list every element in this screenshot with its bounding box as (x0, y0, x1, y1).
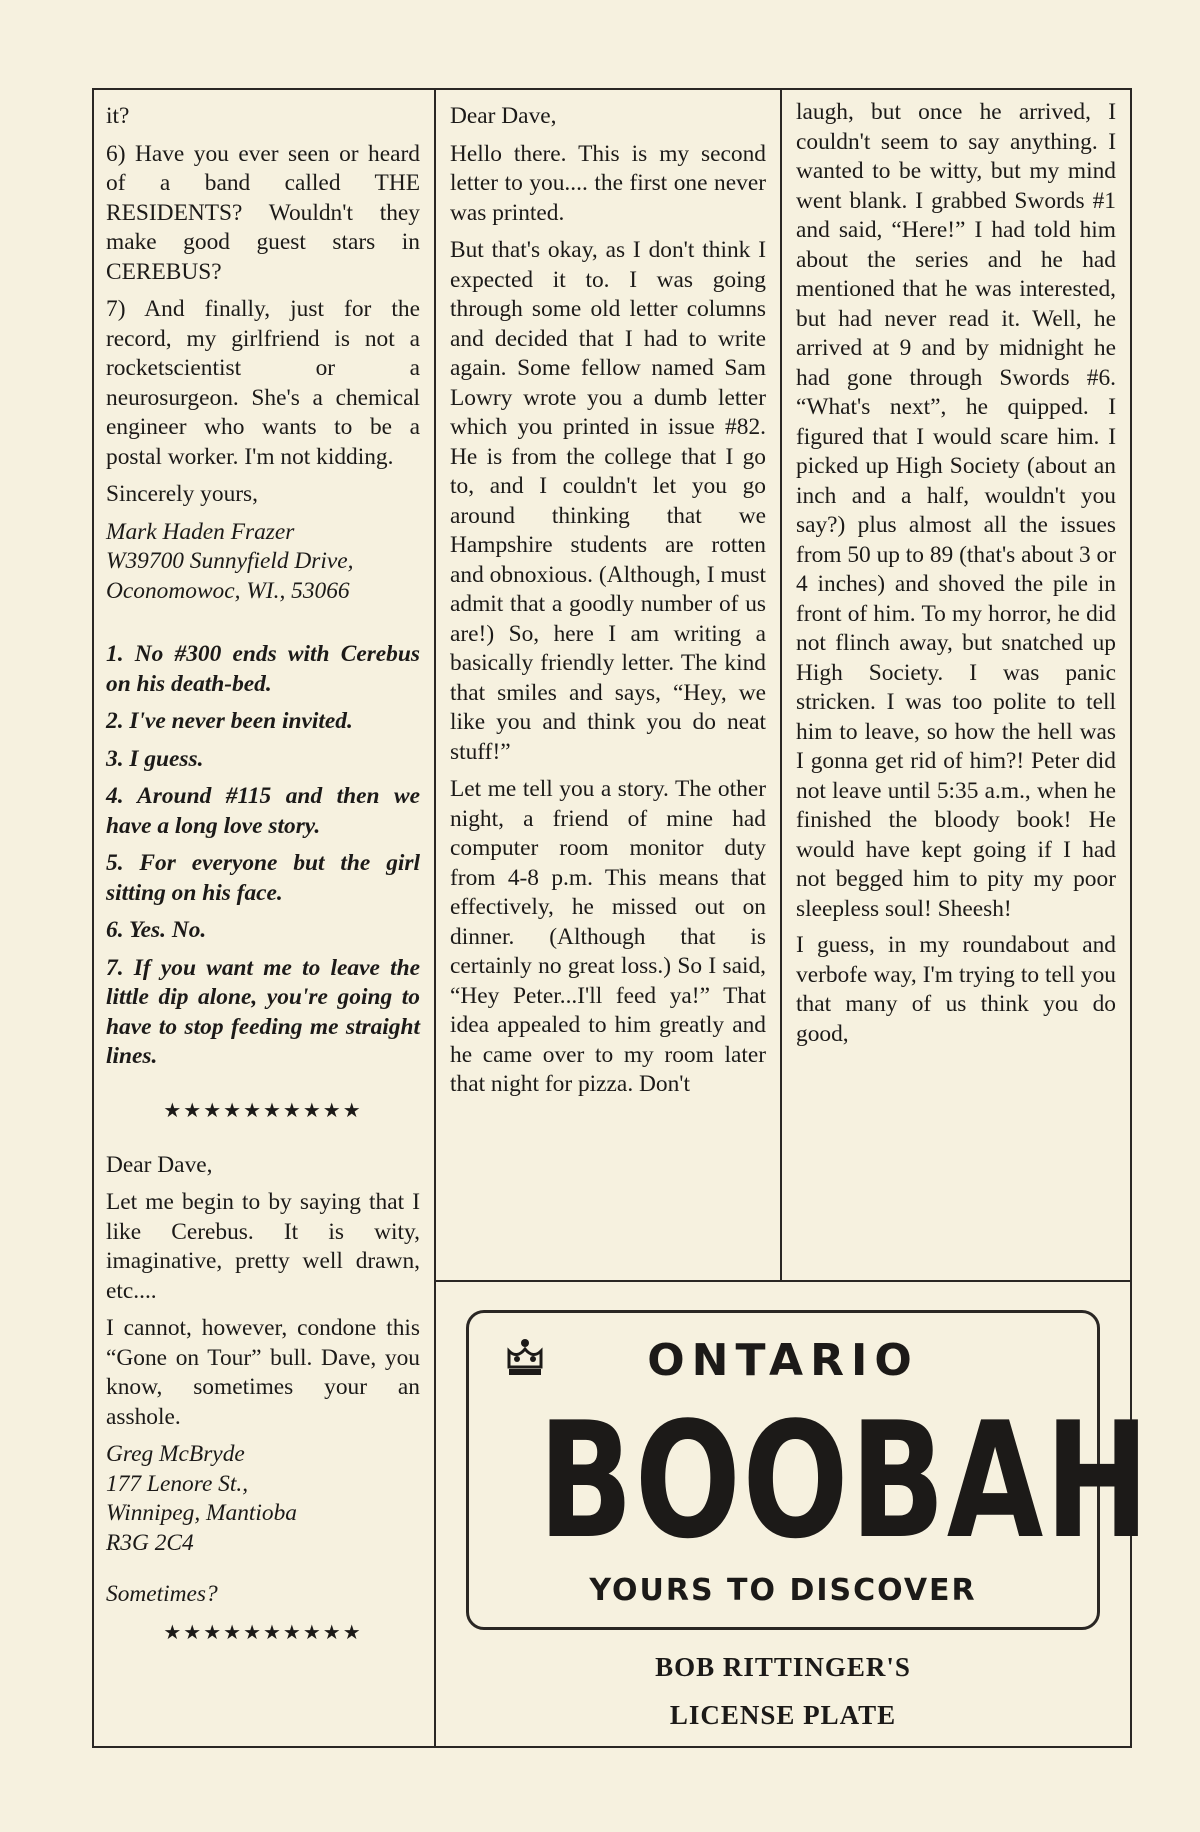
letter2-signature (106, 1440, 420, 1558)
column-right (782, 90, 1130, 1282)
signature-city: Winnipeg, Mantioba (106, 1500, 298, 1526)
letter3-paragraph-4: laugh, but once he arrived, I couldn't seem to say anything. I wanted to be witty, but my mind went blank. I grabbed Swords #1 and said, “Here!” I had told him about the series and he had mentioned that he was interested, but had never read it. Well, he arrived at 9 and by midnight he had gone through Swords #6. “What's next”, he quipped. I figured that I would scare him. I picked up High Society (about an inch and a half, wouldn't you say?) plus almost all the issues from 50 up to 89 (that's about 3 or 4 inches) and shoved the pile in front of him. To my horror, he did not flinch away, but snatched up High Society. I was panic stricken. I was too polite to tell him to leave, so how the hell was I gonna get rid of him?! Peter did not leave until 5:35 a.m., when he finished the bloody book! He would have kept going if I had not begged him to pity my poor sleepless soul! Sheesh! (796, 99, 1116, 922)
answer-4: 4. Around #115 and then we have a long love story. (106, 783, 420, 839)
signature-name: Greg McBryde (106, 1441, 245, 1467)
signature-postcode: R3G 2C4 (106, 1529, 194, 1556)
signature-city: Oconomowoc, WI., 53066 (106, 577, 350, 604)
letter3-paragraph-2: But that's okay, as I don't think I expected it to. I was going through some old letter columns and decided that I had to write again. Some fellow named Sam Lowry wrote you a dumb letter which you printed in issue #82. He is from the college that I go to, and I couldn't let you go around thinking that we Hampshire students are rotten and obnoxious. (Although, I must admit that a goodly number of us are!) So, here I am writing a basically friendly letter. The kind that smiles and says, “Hey, we like you and think you do neat stuff!” (450, 237, 766, 765)
letter3-paragraph-3: Let me tell you a story. The other night, a friend of mine had computer room monitor duty from 4-8 p.m. This means that effectively, he missed out on dinner. (Although that is certainly no great loss.) So I said, “Hey Peter...I'll feed ya!” That idea appealed to him greatly and he came over to my room later that night for pizza. Don't (450, 776, 766, 1097)
letter3-salutation: Dear Dave, (450, 103, 557, 129)
plate-caption-line-2: LICENSE PLATE (669, 1700, 897, 1730)
star-divider: ★★★★★★★★★★ (163, 1621, 363, 1644)
answer-1: 1. No #300 ends with Cerebus on his death-bed. (106, 641, 420, 697)
license-plate-panel (436, 1280, 1151, 1746)
answer-6: 6. Yes. No. (106, 917, 207, 943)
plate-number: BOOBAH (538, 1387, 1151, 1574)
license-plate (466, 1310, 1151, 1630)
question-7: 7) And finally, just for the record, my girlfriend is not a rocketscientist or a neurosurgeon. She's a chemical engineer who wants to be a postal worker. I'm not kidding. (106, 296, 420, 470)
answer-5: 5. For everyone but the girl sitting on his face. (106, 850, 420, 906)
letter-signature (106, 518, 420, 607)
letter-fragment: it? (106, 103, 130, 129)
answer-3: 3. I guess. (106, 745, 204, 772)
plate-slogan: YOURS TO DISCOVER (589, 1573, 977, 1608)
answer-2: 2. I've never been invited. (106, 708, 353, 734)
letter-closing: Sincerely yours, (106, 481, 259, 507)
star-divider: ★★★★★★★★★★ (163, 1099, 363, 1122)
editor-reply: Sometimes? (106, 1581, 218, 1607)
letters-page-frame (92, 88, 1151, 1748)
letter2-paragraph-1: Let me begin to by saying that I like Cerebus. It is wity, imaginative, pretty well drawn, etc.... (106, 1189, 420, 1304)
signature-address: W39700 Sunnyfield Drive, (106, 548, 354, 574)
letter2-paragraph-2: I cannot, however, condone this “Gone on Tour” bull. Dave, you know, sometimes your an asshole. (106, 1315, 420, 1430)
question-6: 6) Have you ever seen or heard of a band called THE RESIDENTS? Wouldn't they make good guest stars in CEREBUS? (106, 140, 420, 285)
signature-name: Mark Haden Frazer (106, 518, 295, 545)
letter2-salutation: Dear Dave, (106, 1151, 213, 1178)
letter3-paragraph-1: Hello there. This is my second letter to you.... the first one never was printed. (450, 140, 766, 226)
plate-province: ONTARIO (647, 1335, 919, 1386)
plate-caption-line-1: BOB RITTINGER'S (655, 1652, 911, 1682)
signature-street: 177 Lenore St., (106, 1470, 249, 1497)
column-middle (436, 90, 782, 1282)
answer-7: 7. If you want me to leave the little dip alone, you're going to have to stop feeding me straight lines. (106, 954, 420, 1069)
column-left (94, 90, 436, 1746)
letter3-paragraph-5: I guess, in my roundabout and verbofe way, I'm trying to tell you that many of us think you do good, (796, 932, 1116, 1047)
